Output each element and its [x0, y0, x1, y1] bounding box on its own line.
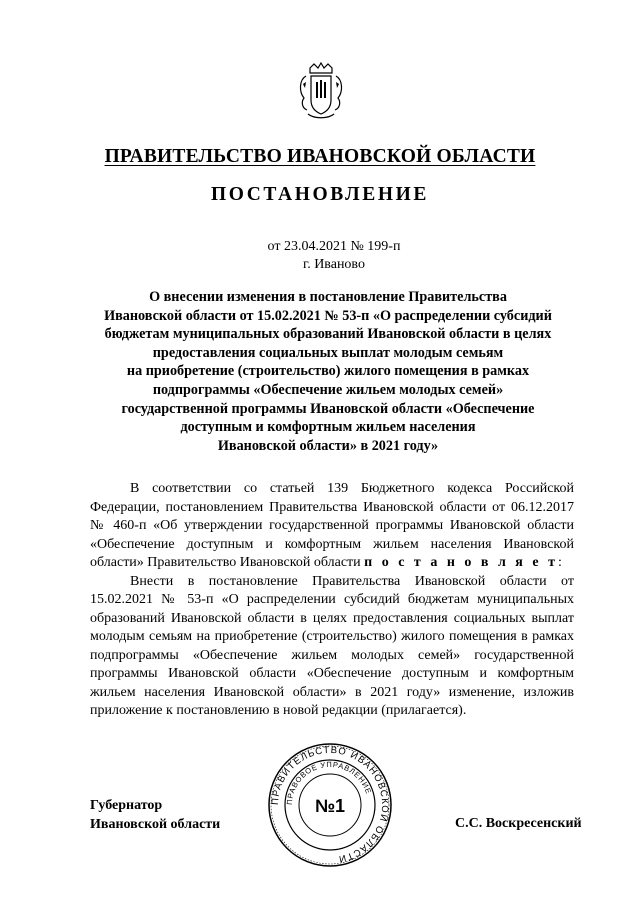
city: г. Иваново	[303, 257, 365, 272]
position-line: Губернатор	[90, 798, 163, 813]
signatory-position	[90, 797, 220, 834]
title-line: Ивановской области от 15.02.2021 № 53-п «О распределении субсидий	[104, 307, 552, 324]
preamble-text: В соответствии со статьей 139 Бюджетного кодекса Российской Федерации, постановлением Правительства Ивановской области от 06.12.2017 № 460-п «Об утверждении государственной программы Ивановской области «Обеспечение доступным и комфортным жильем населения Ивановской области» Правительство Ивановской области	[90, 481, 574, 570]
title-line: подпрограммы «Обеспечение жильем молодых семей»	[152, 381, 504, 398]
signatory-name: С.С. Воскресенский	[455, 816, 582, 831]
title-line: О внесении изменения в постановление Правительства	[149, 289, 507, 305]
date-number: от 23.04.2021 № 199-п	[267, 239, 401, 254]
resolves-word: п о с т а н о в л я е т	[364, 555, 558, 570]
title-line: доступным и комфортным жильем населения	[180, 419, 476, 436]
title-line: предоставления социальных выплат молодым семьям	[152, 344, 504, 361]
position-line: Ивановской области	[90, 816, 221, 832]
document-body	[90, 480, 574, 721]
seal-inner-text: ПРАВОВОЕ УПРАВЛЕНИЕ	[284, 759, 374, 806]
coat-of-arms-emblem	[296, 62, 346, 122]
operative-paragraph: Внести в постановление Правительства Ивановской области от 15.02.2021 № 53-п «О распределении субсидий бюджетам муниципальных образований Ивановской области в целях предоставления социальных выплат молодым семьям на приобретение (строительство) жилого помещения в рамках подпрограммы «Обеспечение жильем молодых семей» государственной программы Ивановской области «Обеспечение доступным и комфортным жильем населения Ивановской области» в 2021 году» изменение, изложив приложение к постановлению в новой редакции (прилагается).	[90, 573, 574, 718]
title-line: Ивановской области» в 2021 году»	[217, 437, 439, 454]
preamble-paragraph	[90, 480, 574, 573]
title-line: бюджетам муниципальных образований Ивановской области в целях	[104, 326, 552, 343]
resolves-colon: :	[557, 555, 562, 570]
seal-outer-text: ПРАВИТЕЛЬСТВО ИВАНОВСКОЙ ОБЛАСТИ	[269, 744, 391, 865]
title-line: на приобретение (строительство) жилого помещения в рамках	[126, 363, 530, 380]
organization-heading	[0, 146, 640, 168]
organization-name: ПРАВИТЕЛЬСТВО ИВАНОВСКОЙ ОБЛАСТИ	[104, 146, 536, 167]
official-seal-stamp	[267, 742, 393, 868]
document-type-heading: ПОСТАНОВЛЕНИЕ	[210, 184, 430, 205]
seal-number: №1	[314, 796, 346, 816]
document-title	[88, 288, 568, 455]
date-and-number-block	[0, 238, 640, 274]
title-line: государственной программы Ивановской области «Обеспечение	[121, 400, 535, 417]
